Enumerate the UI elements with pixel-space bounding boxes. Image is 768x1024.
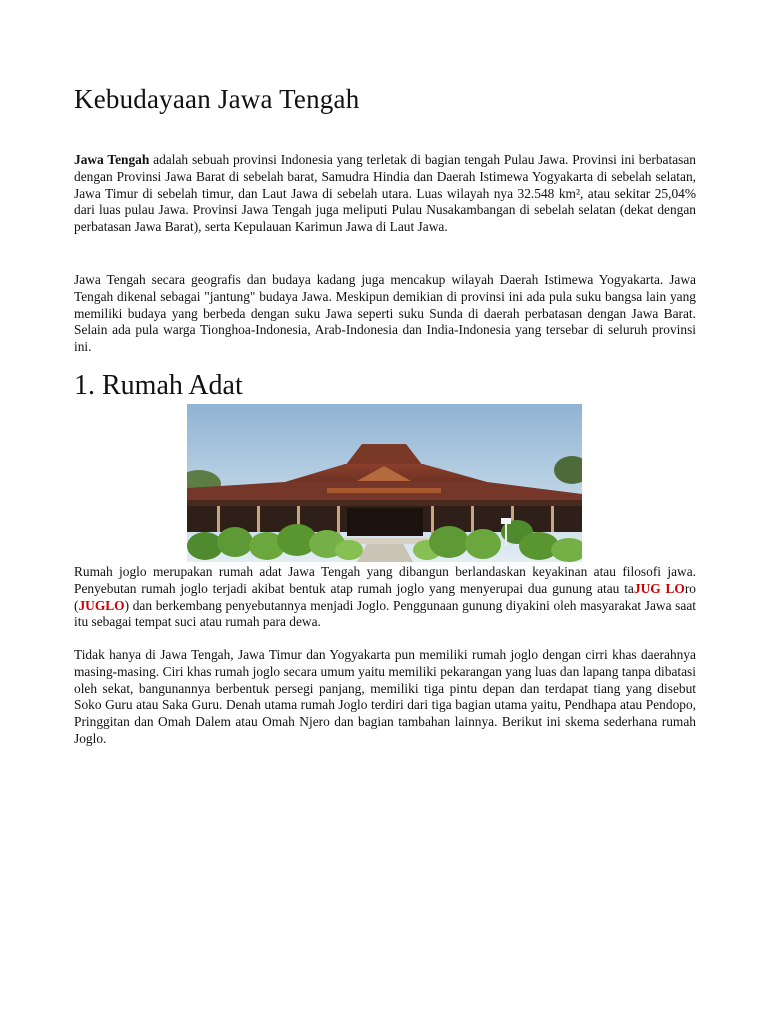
joglo-characteristics-paragraph: Tidak hanya di Jawa Tengah, Jawa Timur dan Yogyakarta pun memiliki rumah joglo dengan cirri khas daerahnya masing-masing. Ciri khas rumah joglo secara umum yaitu memiliki pekarangan yang luas dan lapang tanpa dibatasi oleh sekat, bangunannya berbentuk persegi panjang, memiliki tiga pintu depan dan terdapat tiang yang disebut Soko Guru atau Saka Guru. Denah utama rumah Joglo terdiri dari tiga bagian utama yaitu, Pendhapa atau Pendopo, Pringgitan dan Omah Dalem atau Omah Njero dan bagian tambahan lainnya. Berikut ini skema sederhana rumah Joglo. bbox=[74, 647, 696, 746]
joglo-highlight-juglo: JUGLO bbox=[78, 597, 125, 613]
intro-paragraph bbox=[74, 152, 696, 236]
joglo-highlight-jug-lo: JUG LO bbox=[633, 580, 685, 596]
culture-paragraph: Jawa Tengah secara geografis dan budaya kadang juga mencakup wilayah Daerah Istimewa Yogyakarta. Jawa Tengah dikenal sebagai "jantung" budaya Jawa. Meskipun demikian di provinsi ini ada pula suku bangsa lain yang memiliki budaya yang berbeda dengan suku Jawa seperti suku Sunda di daerah perbatasan dengan Jawa Barat. Selain ada pula warga Tionghoa-Indonesia, Arab-Indonesia dan India-Indonesia yang tersebar di seluruh provinsi ini. bbox=[74, 272, 696, 355]
joglo-text-before: Rumah joglo merupakan rumah adat Jawa Tengah yang dibangun berlandaskan keyakinan atau filosofi jawa. Penyebutan rumah joglo terjadi akibat bentuk atap rumah joglo yang menyerupai dua gunung atau ta bbox=[74, 564, 696, 596]
intro-lead-bold: Jawa Tengah bbox=[74, 152, 150, 167]
joglo-house-photo bbox=[187, 404, 582, 562]
intro-text: adalah sebuah provinsi Indonesia yang terletak di bagian tengah Pulau Jawa. Provinsi ini berbatasan dengan Provinsi Jawa Barat di sebelah barat, Samudra Hindia dan Daerah Istimewa Yogyakarta di sebelah selatan, Jawa Timur di sebelah timur, dan Laut Jawa di sebelah utara. Luas wilayah nya 32.548 km², atau sekitar 25,04% dari luas pulau Jawa. Provinsi Jawa Tengah juga meliputi Pulau Nusakambangan di sebelah selatan (dekat dengan perbatasan Jawa Barat), serta Kepulauan Karimun Jawa di Laut Jawa. bbox=[74, 152, 696, 235]
joglo-text-after: ) dan berkembang penyebutannya menjadi Joglo. Penggunaan gunung diyakini oleh masyarakat Jawa saat itu sebagai tempat suci atau rumah para dewa. bbox=[74, 597, 696, 630]
page-title: Kebudayaan Jawa Tengah bbox=[74, 84, 360, 114]
joglo-paragraph bbox=[74, 564, 696, 631]
joglo-text-mid: ro ( bbox=[74, 580, 696, 613]
section-heading-rumah-adat: 1. Rumah Adat bbox=[74, 370, 243, 401]
